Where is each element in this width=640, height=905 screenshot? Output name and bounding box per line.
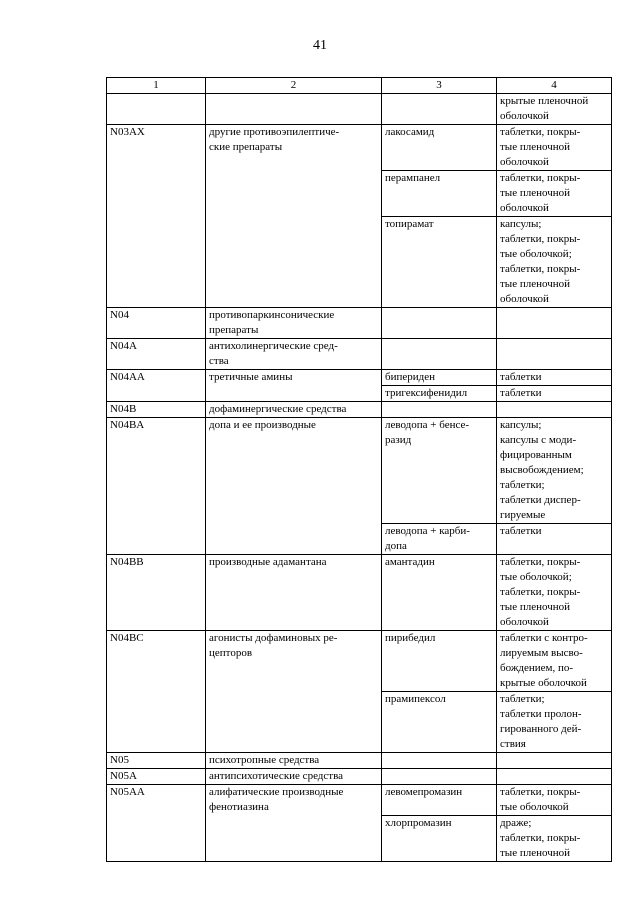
drug-cell [382, 171, 497, 217]
atc-code: N05 [110, 754, 129, 766]
atc-code-cell [107, 339, 206, 370]
atc-code-cell [107, 402, 206, 418]
group-cell [206, 769, 382, 785]
atc-code: N05AA [110, 786, 145, 798]
atc-code: N04B [110, 403, 137, 415]
drug-name: тригексифенидил [385, 387, 468, 399]
drug-cell [382, 339, 497, 370]
dosage-form: таблетки [500, 387, 542, 399]
atc-code: N04BC [110, 632, 144, 644]
dosage-form: таблетки, покры- тые оболочкой; таблетки, покры- тые пленочной оболочкой [500, 556, 581, 628]
atc-code-cell [107, 308, 206, 339]
form-cell [497, 339, 612, 370]
dosage-form: таблетки, покры- тые пленочной оболочкой [500, 126, 581, 168]
drug-cell [382, 94, 497, 125]
group-name: психотропные средства [209, 754, 320, 766]
form-cell [497, 631, 612, 692]
dosage-form: крытые пленочной оболочкой [500, 95, 589, 122]
drug-cell [382, 524, 497, 555]
table-row [107, 339, 612, 370]
dosage-form: капсулы; таблетки, покры- тые оболочкой; таблетки, покры- тые пленочной оболочкой [500, 218, 581, 305]
drug-cell [382, 753, 497, 769]
drug-cell [382, 386, 497, 402]
page-number: 41 [313, 38, 327, 53]
table-row [107, 402, 612, 418]
form-cell [497, 217, 612, 308]
group-name: агонисты дофаминовых ре- цепторов [209, 632, 338, 659]
group-cell [206, 753, 382, 769]
table-row [107, 753, 612, 769]
drug-name: бипериден [385, 371, 436, 383]
drug-name: лакосамид [385, 126, 435, 138]
atc-code-cell [107, 753, 206, 769]
drug-cell [382, 769, 497, 785]
group-name: допа и ее производные [209, 419, 316, 431]
table-row [107, 370, 612, 386]
form-cell [497, 125, 612, 171]
atc-code-cell [107, 769, 206, 785]
atc-code-cell [107, 125, 206, 308]
drug-name: топирамат [385, 218, 434, 230]
form-cell [497, 524, 612, 555]
group-name: производные адамантана [209, 556, 327, 568]
dosage-form: таблетки с контро- лируемым высво- бождением, по- крытые оболочкой [500, 632, 588, 689]
header-col-2: 2 [206, 78, 382, 94]
form-cell [497, 386, 612, 402]
drug-name: леводопа + карби- допа [385, 525, 470, 552]
drug-cell [382, 418, 497, 524]
atc-code: N04AA [110, 371, 145, 383]
drug-cell [382, 370, 497, 386]
group-cell [206, 631, 382, 753]
group-name: другие противоэпилептиче- ские препараты [209, 126, 340, 153]
dosage-form: таблетки; таблетки пролон- гированного дей- ствия [500, 693, 582, 750]
group-name: антипсихотические средства [209, 770, 344, 782]
group-cell [206, 339, 382, 370]
group-name: антихолинергические сред- ства [209, 340, 338, 367]
group-cell [206, 125, 382, 308]
drug-name: леводопа + бенсе- разид [385, 419, 470, 446]
drug-cell [382, 402, 497, 418]
drug-name: хлорпромазин [385, 817, 452, 829]
atc-code: N04 [110, 309, 129, 321]
dosage-form: драже; таблетки, покры- тые пленочной [500, 817, 581, 859]
form-cell [497, 308, 612, 339]
table-row [107, 555, 612, 631]
atc-code-cell [107, 418, 206, 555]
table-row [107, 125, 612, 171]
table-row [107, 769, 612, 785]
drug-cell [382, 816, 497, 862]
dosage-form: таблетки [500, 525, 542, 537]
form-cell [497, 785, 612, 816]
form-cell [497, 692, 612, 753]
group-cell [206, 785, 382, 862]
group-cell [206, 555, 382, 631]
drug-cell [382, 555, 497, 631]
atc-code-cell [107, 785, 206, 862]
group-cell [206, 308, 382, 339]
form-cell [497, 555, 612, 631]
table-row [107, 418, 612, 524]
group-cell [206, 402, 382, 418]
dosage-form: таблетки, покры- тые пленочной оболочкой [500, 172, 581, 214]
drug-classification-table [106, 77, 612, 862]
drug-cell [382, 692, 497, 753]
atc-code-cell [107, 555, 206, 631]
table-row [107, 94, 612, 125]
drug-name: амантадин [385, 556, 435, 568]
atc-code-cell [107, 370, 206, 402]
header-col-4: 4 [497, 78, 612, 94]
form-cell [497, 370, 612, 386]
group-cell [206, 94, 382, 125]
drug-name: левомепромазин [385, 786, 463, 798]
drug-name: пирибедил [385, 632, 436, 644]
form-cell [497, 402, 612, 418]
group-cell [206, 370, 382, 402]
dosage-form: таблетки [500, 371, 542, 383]
header-col-3: 3 [382, 78, 497, 94]
dosage-form: капсулы; капсулы с моди- фицированным высвобождением; таблетки; таблетки диспер- гируемые [500, 419, 584, 521]
form-cell [497, 816, 612, 862]
header-col-1: 1 [107, 78, 206, 94]
atc-code: N03AX [110, 126, 145, 138]
table-header-row [107, 78, 612, 94]
table-row [107, 308, 612, 339]
form-cell [497, 753, 612, 769]
atc-code: N04A [110, 340, 137, 352]
table-row [107, 785, 612, 816]
atc-code: N05A [110, 770, 137, 782]
atc-code: N04BB [110, 556, 144, 568]
atc-code: N04BA [110, 419, 145, 431]
group-name: противопаркинсонические препараты [209, 309, 335, 336]
drug-cell [382, 785, 497, 816]
drug-name: перампанел [385, 172, 441, 184]
group-name: дофаминергические средства [209, 403, 347, 415]
drug-cell [382, 631, 497, 692]
atc-code-cell [107, 94, 206, 125]
atc-code-cell [107, 631, 206, 753]
drug-cell [382, 217, 497, 308]
dosage-form: таблетки, покры- тые оболочкой [500, 786, 581, 813]
group-cell [206, 418, 382, 555]
form-cell [497, 94, 612, 125]
drug-cell [382, 125, 497, 171]
group-name: алифатические производные фенотиазина [209, 786, 344, 813]
form-cell [497, 769, 612, 785]
form-cell [497, 171, 612, 217]
table-row [107, 631, 612, 692]
group-name: третичные амины [209, 371, 293, 383]
drug-cell [382, 308, 497, 339]
drug-name: прамипексол [385, 693, 446, 705]
form-cell [497, 418, 612, 524]
